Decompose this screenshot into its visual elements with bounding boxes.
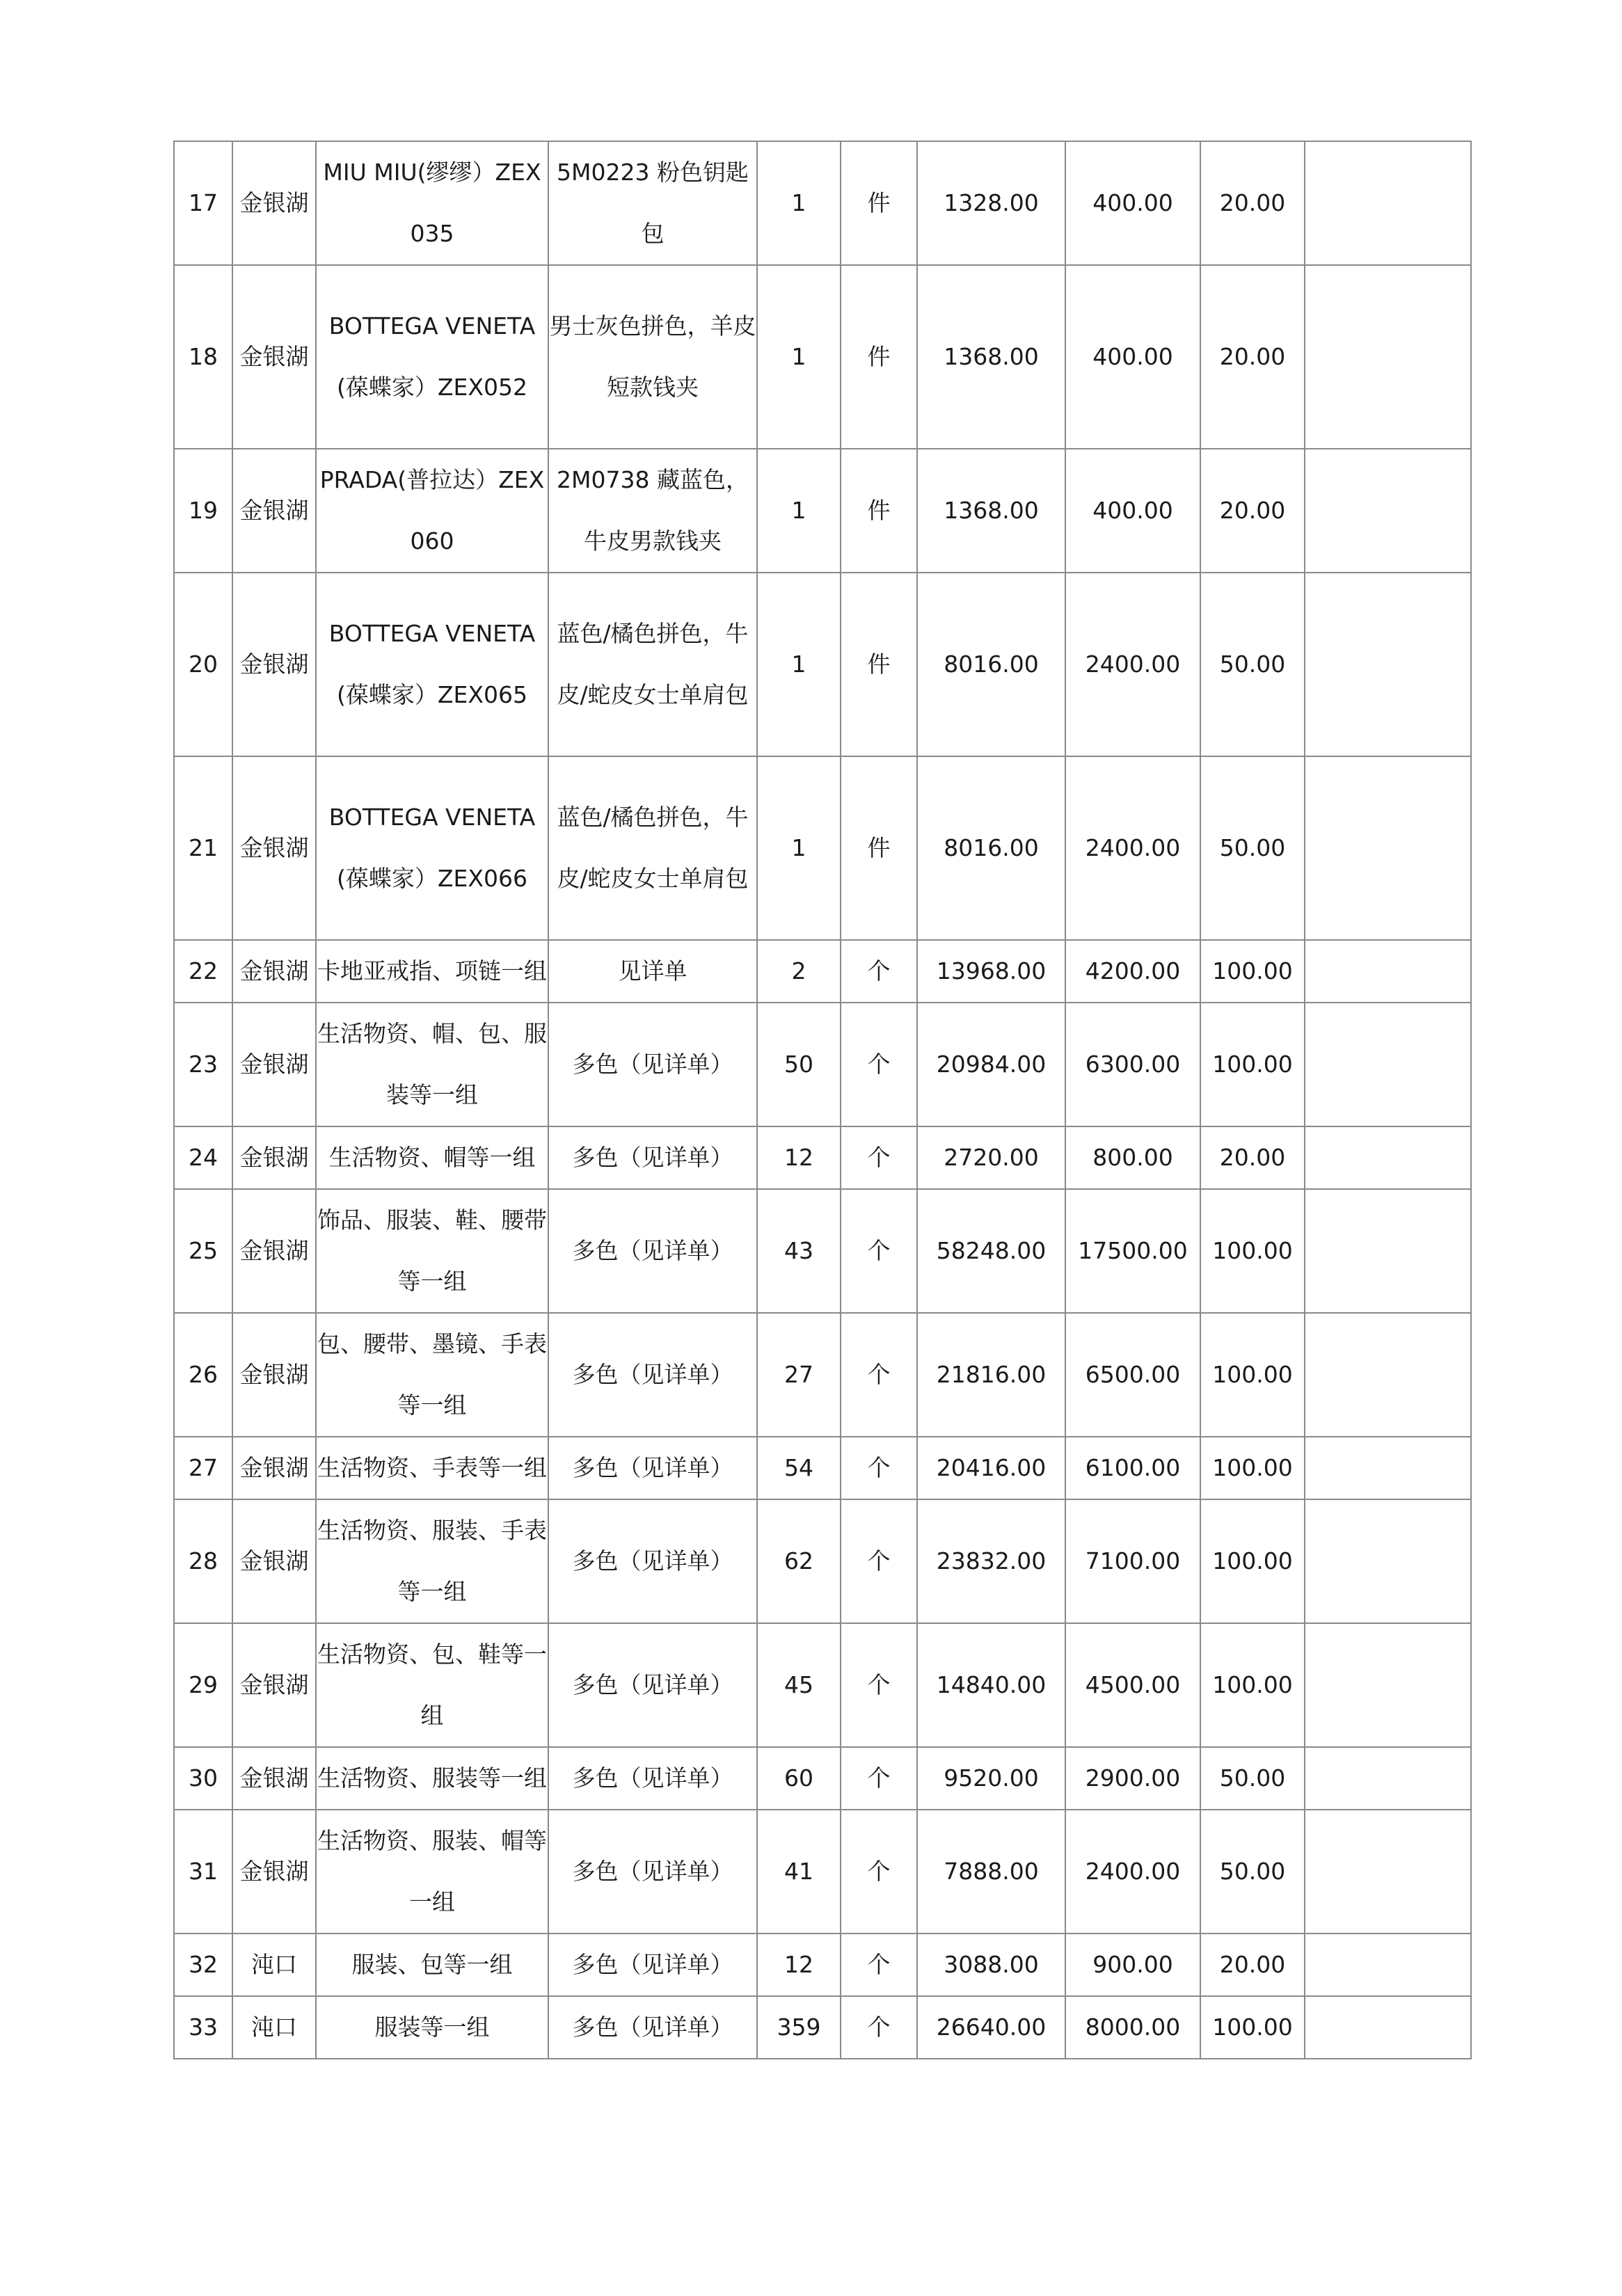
- item-number-cell: 25: [174, 1189, 232, 1313]
- item-spec-cell: 男士灰色拼色，羊皮短款钱夹: [548, 265, 757, 449]
- quantity-cell: 1: [757, 265, 841, 449]
- location-cell: 沌口: [232, 1934, 316, 1996]
- table-row: [174, 1126, 1471, 1189]
- quantity-cell: 1: [757, 756, 841, 940]
- location-cell: 金银湖: [232, 1313, 316, 1437]
- value-cell: 7888.00: [917, 1810, 1065, 1934]
- unit-cell: 个: [841, 1189, 917, 1313]
- location-cell: 金银湖: [232, 1437, 316, 1499]
- item-number-cell: 30: [174, 1747, 232, 1810]
- unit-cell: 个: [841, 1126, 917, 1189]
- remark-cell: [1305, 756, 1471, 940]
- item-spec-cell: 蓝色/橘色拼色，牛皮/蛇皮女士单肩包: [548, 573, 757, 756]
- quantity-cell: 12: [757, 1126, 841, 1189]
- item-number-cell: 21: [174, 756, 232, 940]
- value-cell: 14840.00: [917, 1623, 1065, 1747]
- price-cell: 6300.00: [1065, 1003, 1200, 1126]
- amount-cell: 100.00: [1200, 1003, 1305, 1126]
- price-cell: 4500.00: [1065, 1623, 1200, 1747]
- price-cell: 400.00: [1065, 265, 1200, 449]
- item-number-cell: 22: [174, 940, 232, 1003]
- remark-cell: [1305, 1437, 1471, 1499]
- unit-cell: 个: [841, 1499, 917, 1623]
- remark-cell: [1305, 449, 1471, 573]
- goods-table-body: [174, 141, 1471, 2059]
- remark-cell: [1305, 1934, 1471, 1996]
- table-row: [174, 1437, 1471, 1499]
- item-name-cell: 生活物资、服装等一组: [316, 1747, 548, 1810]
- item-spec-cell: 多色（见详单）: [548, 1996, 757, 2059]
- amount-cell: 20.00: [1200, 141, 1305, 265]
- quantity-cell: 60: [757, 1747, 841, 1810]
- quantity-cell: 43: [757, 1189, 841, 1313]
- remark-cell: [1305, 141, 1471, 265]
- item-number-cell: 32: [174, 1934, 232, 1996]
- amount-cell: 100.00: [1200, 1189, 1305, 1313]
- item-spec-cell: 多色（见详单）: [548, 1189, 757, 1313]
- item-number-cell: 20: [174, 573, 232, 756]
- value-cell: 21816.00: [917, 1313, 1065, 1437]
- table-row: [174, 449, 1471, 573]
- location-cell: 金银湖: [232, 1499, 316, 1623]
- value-cell: 1368.00: [917, 265, 1065, 449]
- price-cell: 6100.00: [1065, 1437, 1200, 1499]
- value-cell: 20416.00: [917, 1437, 1065, 1499]
- table-row: [174, 1747, 1471, 1810]
- unit-cell: 个: [841, 1437, 917, 1499]
- table-row: [174, 1934, 1471, 1996]
- unit-cell: 件: [841, 756, 917, 940]
- unit-cell: 个: [841, 1934, 917, 1996]
- price-cell: 6500.00: [1065, 1313, 1200, 1437]
- amount-cell: 20.00: [1200, 1126, 1305, 1189]
- unit-cell: 个: [841, 940, 917, 1003]
- quantity-cell: 2: [757, 940, 841, 1003]
- value-cell: 2720.00: [917, 1126, 1065, 1189]
- remark-cell: [1305, 1313, 1471, 1437]
- price-cell: 400.00: [1065, 449, 1200, 573]
- item-number-cell: 29: [174, 1623, 232, 1747]
- quantity-cell: 45: [757, 1623, 841, 1747]
- item-name-cell: 卡地亚戒指、项链一组: [316, 940, 548, 1003]
- location-cell: 金银湖: [232, 1810, 316, 1934]
- quantity-cell: 1: [757, 141, 841, 265]
- price-cell: 2900.00: [1065, 1747, 1200, 1810]
- item-spec-cell: 多色（见详单）: [548, 1313, 757, 1437]
- quantity-cell: 12: [757, 1934, 841, 1996]
- quantity-cell: 50: [757, 1003, 841, 1126]
- item-name-cell: 生活物资、帽等一组: [316, 1126, 548, 1189]
- table-row: [174, 141, 1471, 265]
- quantity-cell: 27: [757, 1313, 841, 1437]
- remark-cell: [1305, 1003, 1471, 1126]
- quantity-cell: 359: [757, 1996, 841, 2059]
- item-spec-cell: 多色（见详单）: [548, 1810, 757, 1934]
- item-name-cell: 生活物资、服装、帽等一组: [316, 1810, 548, 1934]
- item-number-cell: 24: [174, 1126, 232, 1189]
- item-number-cell: 19: [174, 449, 232, 573]
- location-cell: 金银湖: [232, 1189, 316, 1313]
- price-cell: 2400.00: [1065, 756, 1200, 940]
- item-number-cell: 33: [174, 1996, 232, 2059]
- remark-cell: [1305, 1810, 1471, 1934]
- remark-cell: [1305, 265, 1471, 449]
- item-spec-cell: 见详单: [548, 940, 757, 1003]
- item-spec-cell: 多色（见详单）: [548, 1437, 757, 1499]
- quantity-cell: 62: [757, 1499, 841, 1623]
- value-cell: 3088.00: [917, 1934, 1065, 1996]
- location-cell: 金银湖: [232, 141, 316, 265]
- table-row: [174, 265, 1471, 449]
- unit-cell: 个: [841, 1313, 917, 1437]
- remark-cell: [1305, 573, 1471, 756]
- table-row: [174, 940, 1471, 1003]
- amount-cell: 20.00: [1200, 1934, 1305, 1996]
- value-cell: 8016.00: [917, 573, 1065, 756]
- quantity-cell: 54: [757, 1437, 841, 1499]
- price-cell: 2400.00: [1065, 573, 1200, 756]
- amount-cell: 100.00: [1200, 1623, 1305, 1747]
- amount-cell: 50.00: [1200, 1810, 1305, 1934]
- item-spec-cell: 蓝色/橘色拼色，牛皮/蛇皮女士单肩包: [548, 756, 757, 940]
- unit-cell: 个: [841, 1003, 917, 1126]
- item-spec-cell: 多色（见详单）: [548, 1934, 757, 1996]
- unit-cell: 个: [841, 1996, 917, 2059]
- table-row: [174, 1623, 1471, 1747]
- amount-cell: 100.00: [1200, 1499, 1305, 1623]
- item-spec-cell: 多色（见详单）: [548, 1003, 757, 1126]
- price-cell: 7100.00: [1065, 1499, 1200, 1623]
- unit-cell: 件: [841, 141, 917, 265]
- table-row: [174, 1003, 1471, 1126]
- item-spec-cell: 多色（见详单）: [548, 1623, 757, 1747]
- amount-cell: 50.00: [1200, 573, 1305, 756]
- item-name-cell: BOTTEGA VENETA(葆蝶家）ZEX052: [316, 265, 548, 449]
- value-cell: 13968.00: [917, 940, 1065, 1003]
- location-cell: 沌口: [232, 1996, 316, 2059]
- price-cell: 800.00: [1065, 1126, 1200, 1189]
- amount-cell: 20.00: [1200, 265, 1305, 449]
- remark-cell: [1305, 1189, 1471, 1313]
- item-name-cell: 包、腰带、墨镜、手表等一组: [316, 1313, 548, 1437]
- item-name-cell: PRADA(普拉达）ZEX060: [316, 449, 548, 573]
- value-cell: 8016.00: [917, 756, 1065, 940]
- item-spec-cell: 多色（见详单）: [548, 1747, 757, 1810]
- item-name-cell: 饰品、服装、鞋、腰带等一组: [316, 1189, 548, 1313]
- quantity-cell: 1: [757, 573, 841, 756]
- value-cell: 58248.00: [917, 1189, 1065, 1313]
- value-cell: 23832.00: [917, 1499, 1065, 1623]
- quantity-cell: 1: [757, 449, 841, 573]
- item-number-cell: 27: [174, 1437, 232, 1499]
- item-name-cell: 服装等一组: [316, 1996, 548, 2059]
- location-cell: 金银湖: [232, 1003, 316, 1126]
- item-number-cell: 26: [174, 1313, 232, 1437]
- location-cell: 金银湖: [232, 940, 316, 1003]
- table-row: [174, 756, 1471, 940]
- location-cell: 金银湖: [232, 1623, 316, 1747]
- amount-cell: 100.00: [1200, 1437, 1305, 1499]
- remark-cell: [1305, 1499, 1471, 1623]
- item-number-cell: 17: [174, 141, 232, 265]
- item-name-cell: MIU MIU(缪缪）ZEX035: [316, 141, 548, 265]
- unit-cell: 件: [841, 449, 917, 573]
- item-spec-cell: 多色（见详单）: [548, 1126, 757, 1189]
- value-cell: 26640.00: [917, 1996, 1065, 2059]
- item-number-cell: 31: [174, 1810, 232, 1934]
- item-name-cell: 生活物资、包、鞋等一组: [316, 1623, 548, 1747]
- remark-cell: [1305, 1996, 1471, 2059]
- location-cell: 金银湖: [232, 449, 316, 573]
- price-cell: 900.00: [1065, 1934, 1200, 1996]
- location-cell: 金银湖: [232, 756, 316, 940]
- amount-cell: 100.00: [1200, 1996, 1305, 2059]
- item-name-cell: BOTTEGA VENETA(葆蝶家）ZEX065: [316, 573, 548, 756]
- item-name-cell: 生活物资、服装、手表等一组: [316, 1499, 548, 1623]
- quantity-cell: 41: [757, 1810, 841, 1934]
- goods-table: [173, 141, 1472, 2059]
- remark-cell: [1305, 940, 1471, 1003]
- unit-cell: 件: [841, 573, 917, 756]
- item-number-cell: 18: [174, 265, 232, 449]
- value-cell: 20984.00: [917, 1003, 1065, 1126]
- item-spec-cell: 5M0223 粉色钥匙包: [548, 141, 757, 265]
- item-number-cell: 28: [174, 1499, 232, 1623]
- price-cell: 8000.00: [1065, 1996, 1200, 2059]
- amount-cell: 100.00: [1200, 1313, 1305, 1437]
- location-cell: 金银湖: [232, 265, 316, 449]
- value-cell: 1328.00: [917, 141, 1065, 265]
- value-cell: 1368.00: [917, 449, 1065, 573]
- location-cell: 金银湖: [232, 1126, 316, 1189]
- location-cell: 金银湖: [232, 1747, 316, 1810]
- table-row: [174, 1996, 1471, 2059]
- table-row: [174, 1810, 1471, 1934]
- item-spec-cell: 多色（见详单）: [548, 1499, 757, 1623]
- remark-cell: [1305, 1126, 1471, 1189]
- unit-cell: 个: [841, 1623, 917, 1747]
- price-cell: 17500.00: [1065, 1189, 1200, 1313]
- table-row: [174, 1499, 1471, 1623]
- item-name-cell: 服装、包等一组: [316, 1934, 548, 1996]
- table-row: [174, 1313, 1471, 1437]
- value-cell: 9520.00: [917, 1747, 1065, 1810]
- item-spec-cell: 2M0738 藏蓝色，牛皮男款钱夹: [548, 449, 757, 573]
- amount-cell: 50.00: [1200, 1747, 1305, 1810]
- unit-cell: 件: [841, 265, 917, 449]
- table-row: [174, 573, 1471, 756]
- unit-cell: 个: [841, 1810, 917, 1934]
- remark-cell: [1305, 1747, 1471, 1810]
- item-name-cell: 生活物资、帽、包、服装等一组: [316, 1003, 548, 1126]
- amount-cell: 50.00: [1200, 756, 1305, 940]
- amount-cell: 20.00: [1200, 449, 1305, 573]
- item-number-cell: 23: [174, 1003, 232, 1126]
- table-row: [174, 1189, 1471, 1313]
- amount-cell: 100.00: [1200, 940, 1305, 1003]
- item-name-cell: 生活物资、手表等一组: [316, 1437, 548, 1499]
- unit-cell: 个: [841, 1747, 917, 1810]
- item-name-cell: BOTTEGA VENETA(葆蝶家）ZEX066: [316, 756, 548, 940]
- price-cell: 400.00: [1065, 141, 1200, 265]
- price-cell: 4200.00: [1065, 940, 1200, 1003]
- remark-cell: [1305, 1623, 1471, 1747]
- price-cell: 2400.00: [1065, 1810, 1200, 1934]
- location-cell: 金银湖: [232, 573, 316, 756]
